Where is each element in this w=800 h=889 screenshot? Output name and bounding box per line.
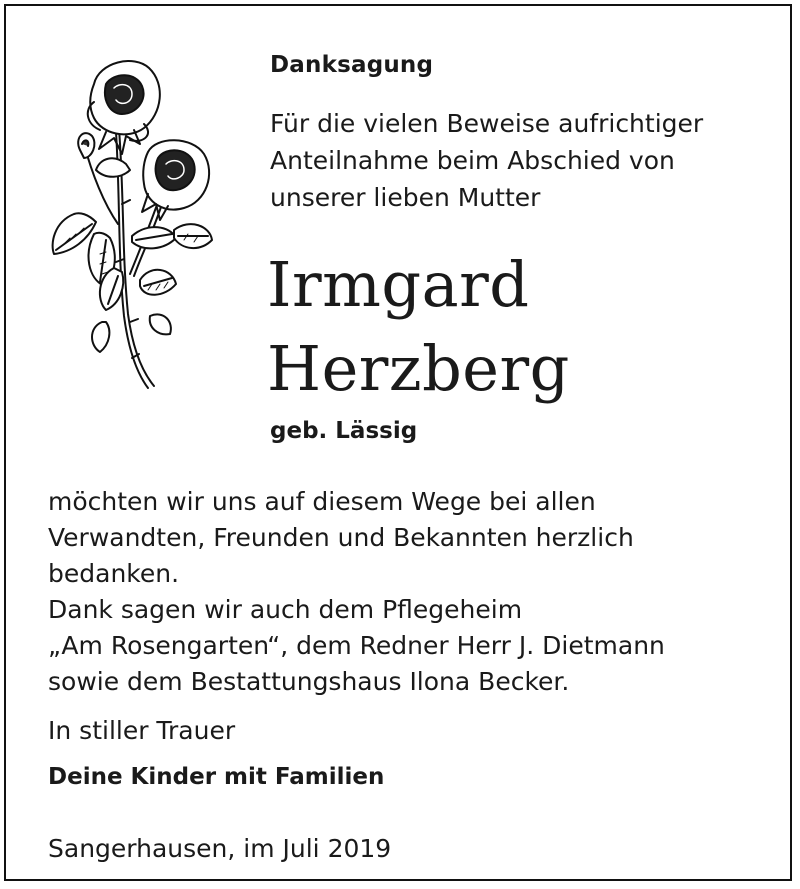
mourning-phrase: In stiller Trauer	[48, 716, 236, 745]
obituary-notice	[4, 4, 792, 881]
body-line: „Am Rosengarten“, dem Redner Herr J. Dietmann	[48, 631, 665, 660]
signature: Deine Kinder mit Familien	[48, 764, 385, 790]
place-date: Sangerhausen, im Juli 2019	[48, 834, 392, 863]
intro-text	[270, 105, 703, 216]
intro-line: Für die vielen Beweise aufrichtiger	[270, 109, 704, 138]
body-line: sowie dem Bestattungshaus Ilona Becker.	[48, 667, 570, 696]
deceased-first-name: Irmgard	[267, 248, 530, 321]
body-text	[48, 484, 665, 700]
deceased-last-name: Herzberg	[267, 332, 570, 405]
body-line: Dank sagen wir auch dem Pflegeheim	[48, 595, 523, 624]
maiden-name: geb. Lässig	[270, 418, 418, 444]
intro-line: Anteilnahme beim Abschied von	[270, 146, 675, 175]
intro-line: unserer lieben Mutter	[270, 183, 541, 212]
rose-icon	[44, 54, 224, 394]
heading: Danksagung	[270, 52, 434, 78]
body-line: bedanken.	[48, 559, 180, 588]
body-line: Verwandten, Freunden und Bekannten herzlich	[48, 523, 634, 552]
body-line: möchten wir uns auf diesem Wege bei allen	[48, 487, 596, 516]
